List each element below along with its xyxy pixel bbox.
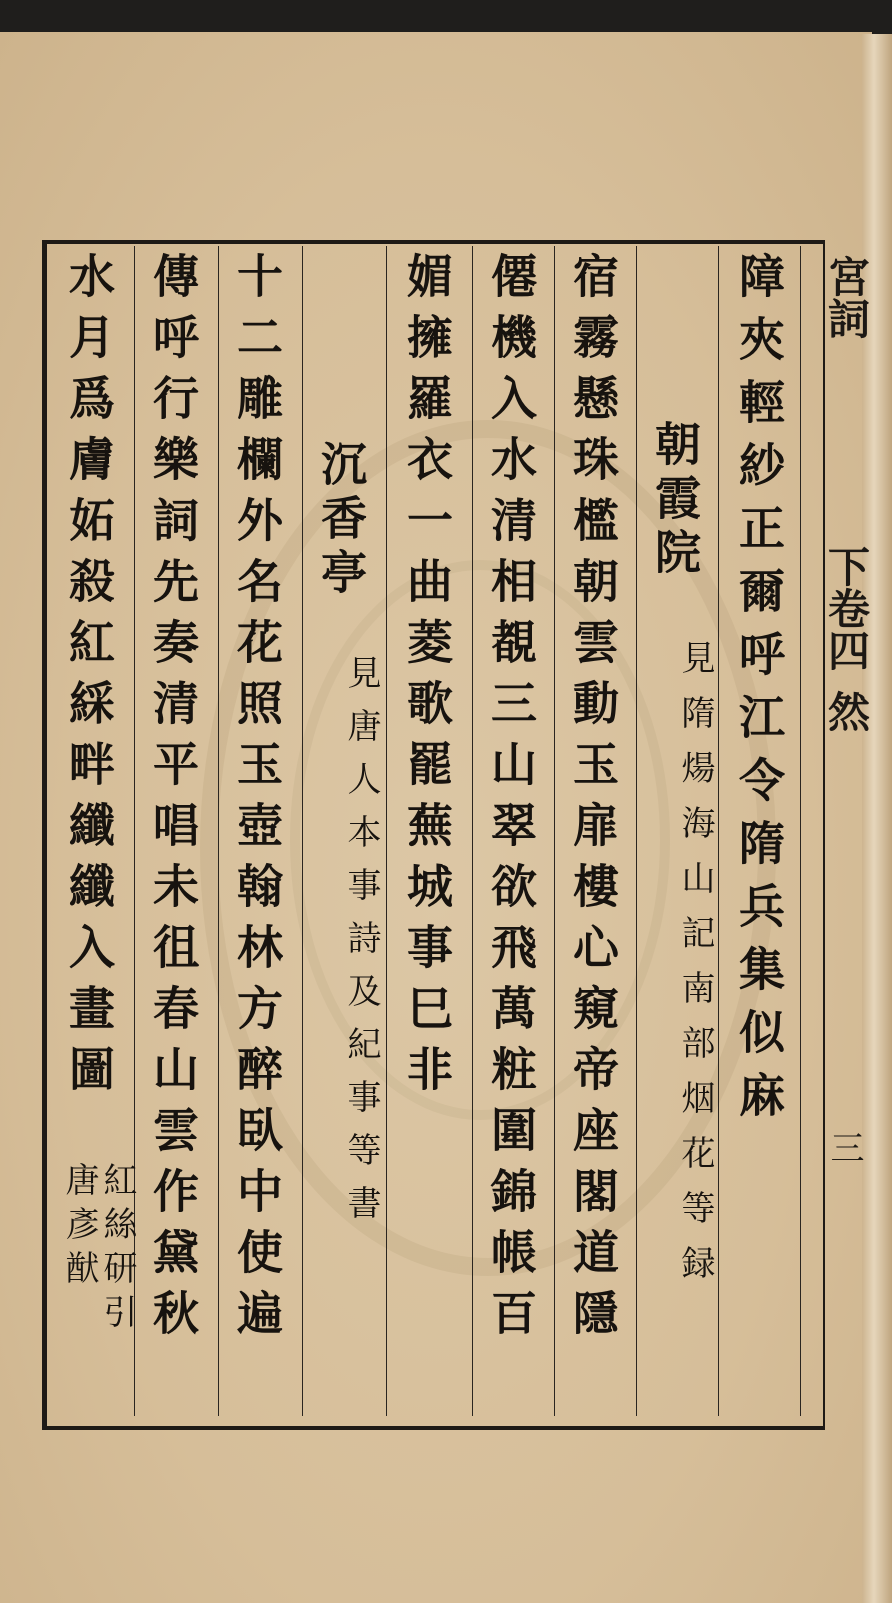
text-column-3: 宿霧懸珠檻朝雲動玉扉樓心窺帝座閣道隱	[566, 252, 620, 1350]
source-note-column-9b: 紅絲研引	[97, 1162, 137, 1338]
column-rule	[472, 246, 473, 1416]
text-column-7: 十二雕欄外名花照玉壺翰林方醉臥中使遍	[230, 252, 284, 1350]
text-column-4: 僊機入水清相覩三山翠欲飛萬粧圍錦帳百	[484, 252, 538, 1350]
column-rule	[800, 246, 801, 1416]
column-rule	[302, 246, 303, 1416]
column-rule	[218, 246, 219, 1416]
folio-number: 三	[824, 1130, 864, 1164]
running-head-suffix: 然	[822, 690, 871, 732]
source-note-column-2: 見隋煬海山記南部烟花等録	[675, 640, 715, 1300]
column-rule	[386, 246, 387, 1416]
text-column-5: 媚擁羅衣一曲菱歌罷蕪城事巳非	[400, 252, 454, 1106]
column-rule	[718, 246, 719, 1416]
text-column-8: 傳呼行樂詞先奏清平唱未徂春山雲作黛秋	[146, 252, 200, 1350]
column-rule	[636, 246, 637, 1416]
running-head-volume: 下卷四	[822, 545, 871, 671]
running-head-title: 宮詞	[822, 255, 871, 339]
scan-top-shadow	[0, 0, 892, 34]
column-rule	[554, 246, 555, 1416]
poem-title-zhaoxia-yuan: 朝霞院	[648, 420, 702, 582]
source-note-column-9a: 唐彥猷	[59, 1162, 99, 1294]
text-column-1: 障夾輕紗正爾呼江令隋兵集似麻	[732, 252, 786, 1134]
text-column-9: 水月爲膚妬殺紅綵畔纖纖入畫圖	[62, 252, 116, 1106]
source-note-column-6: 見唐人本事詩及紀事等書	[341, 655, 381, 1238]
poem-title-chenxiang-ting: 沉香亭	[314, 440, 368, 602]
